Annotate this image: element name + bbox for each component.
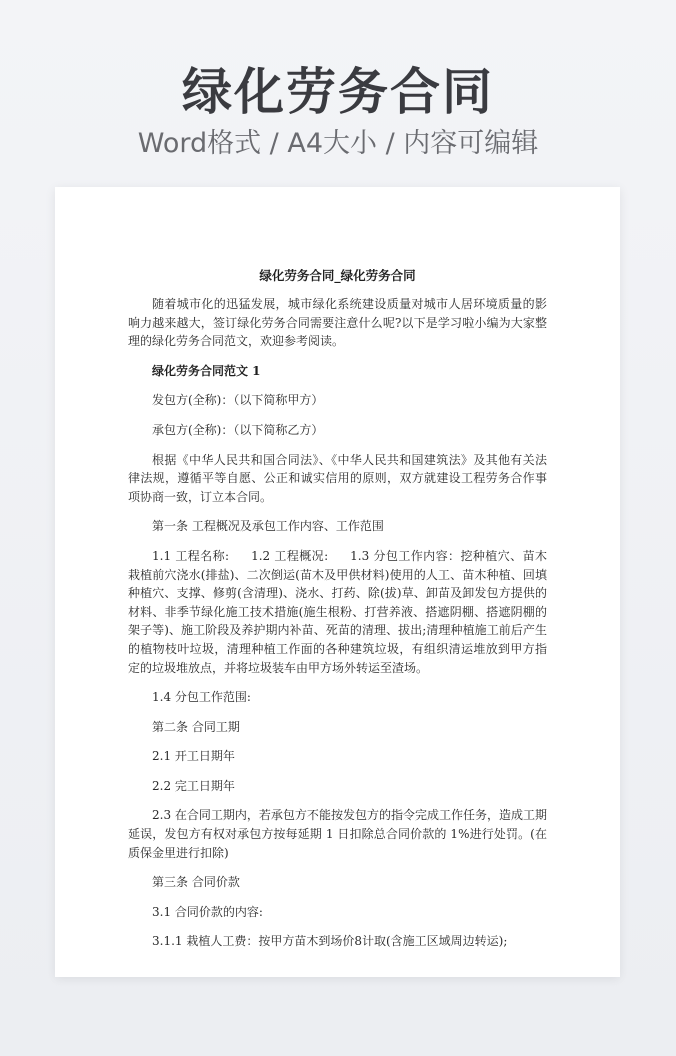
- main-title: 绿化劳务合同: [182, 63, 494, 121]
- item-1-3: 1.3 分包工作内容：挖种植穴、苗木栽植前穴浇水(排盐)、二次倒运(苗木及甲供材料)使用的人工、苗木种植、回填种植穴、支撑、修剪(含清理)、浇水、打药、除(拔)草、卸苗及卸发包方提供的材料、非季节绿化施工技术措施(施生根粉、打营养液、搭遮阴棚、搭遮阴棚的架子等)、施工阶段及养护期内补苗、死苗的清理、拔出;清理种植施工前后产生的植物枝叶垃圾，清理种植工作面的各种建筑垃圾，有组织清运堆放到甲方指定的垃圾堆放点，并将垃圾装车由甲方场外转运至渣场。: [128, 548, 547, 675]
- article-1-items: [128, 547, 547, 677]
- sample-heading: 绿化劳务合同范文 1: [152, 363, 261, 378]
- item-3-1-1: 3.1.1 栽植人工费：按甲方苗木到场价8计取(含施工区域周边转运);: [152, 934, 508, 949]
- item-2-1: 2.1 开工日期年: [152, 749, 235, 764]
- article-1-heading: 第一条 工程概况及承包工作内容、工作范围: [152, 519, 384, 534]
- item-1-4: 1.4 分包工作范围:: [152, 690, 251, 705]
- page-header: [0, 60, 676, 162]
- document-preview-page: [55, 187, 620, 977]
- item-3-1: 3.1 合同价款的内容:: [152, 904, 263, 919]
- article-3-heading: 第三条 合同价款: [152, 875, 240, 890]
- item-1-1: 1.1 工程名称:: [152, 548, 230, 563]
- item-2-3: 2.3 在合同工期内，若承包方不能按发包方的指令完成工作任务，造成工期延误，发包方有权对承包方按每延期 1 日扣除总合同价款的 1%进行处罚。(在质保金里进行扣除): [128, 808, 547, 860]
- format-subtitle: Word格式 / A4大小 / 内容可编辑: [137, 128, 539, 159]
- party-b-line: 承包方(全称)：（以下简称乙方）: [152, 422, 324, 437]
- party-a-line: 发包方(全称)：（以下简称甲方）: [152, 393, 324, 408]
- item-2-2: 2.2 完工日期年: [152, 778, 235, 793]
- document-title: 绿化劳务合同_绿化劳务合同: [259, 268, 416, 283]
- intro-paragraph: 随着城市化的迅猛发展，城市绿化系统建设质量对城市人居环境质量的影响力越来越大，签订绿化劳务合同需要注意什么呢?以下是学习啦小编为大家整理的绿化劳务合同范文，欢迎参考阅读。: [128, 297, 547, 349]
- legal-basis-paragraph: 根据《中华人民共和国合同法》、《中华人民共和国建筑法》及其他有关法律法规，遵循平等自愿、公正和诚实信用的原则，双方就建设工程劳务合作事项协商一致，订立本合同。: [128, 452, 547, 504]
- item-1-2: 1.2 工程概况:: [251, 548, 329, 563]
- article-2-heading: 第二条 合同工期: [152, 719, 240, 734]
